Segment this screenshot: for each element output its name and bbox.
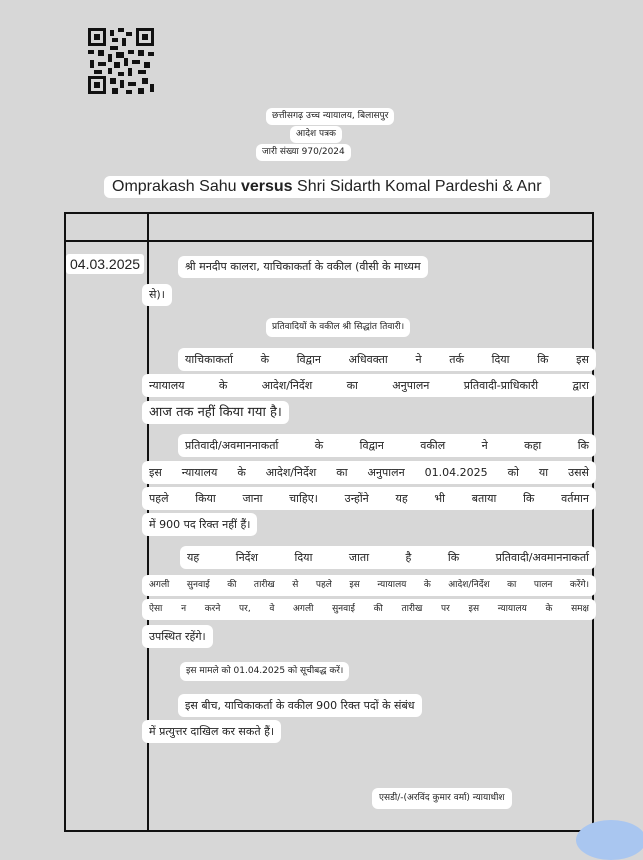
order-line-12-text: अगली सुनवाई की तारीख से पहले इस न्यायालय के आदेश/निर्देश का पालन करेंगे। [149,580,589,590]
versus-label: versus [240,178,293,195]
order-line-9 [142,487,596,510]
order-line-1: श्री मनदीप कालरा, याचिकाकर्ता के वकील (वीसी के माध्यम [178,256,428,278]
order-line-13-text: ऐसा न करने पर, वे अगली सुनवाई की तारीख पर इस न्यायालय के समक्ष [149,604,589,614]
order-line-4-text: याचिकाकर्ता के विद्वान अधिवक्ता ने तर्क दिया कि इस [185,353,589,366]
order-line-3: प्रतिवादियों के वकील श्री सिद्धांत तिवारी। [266,318,410,337]
order-line-11-text: यह निर्देश दिया जाता है कि प्रतिवादी/अवमाननाकर्ता [187,551,589,564]
case-title [104,176,550,198]
qr-code-icon [88,28,154,94]
respondent-name: Shri Sidarth Komal Pardeshi & Anr [297,178,542,195]
judge-signature: एसडी/-(अरविंद कुमार वर्मा) न्यायाधीश [372,788,512,809]
table-header-divider [64,240,594,242]
order-line-17: में प्रत्युत्तर दाखिल कर सकते हैं। [142,720,281,743]
order-line-13 [142,599,596,620]
order-line-6: आज तक नहीं किया गया है। [142,401,289,424]
order-line-4 [178,348,596,371]
issue-number: जारी संख्या 970/2024 [256,144,351,161]
order-line-5 [142,374,596,397]
order-date: 04.03.2025 [66,254,144,274]
order-line-10: में 900 पद रिक्त नहीं हैं। [142,513,257,536]
order-line-8-text: इस न्यायालय के आदेश/निर्देश का अनुपालन 01.04.2025 को या उससे [149,466,589,479]
document-type: आदेश पत्रक [290,126,342,143]
order-line-2: से)। [142,284,172,306]
court-name: छत्तीसगढ़ उच्च न्यायालय, बिलासपुर [266,108,394,125]
order-line-16: इस बीच, याचिकाकर्ता के वकील 900 रिक्त पदों के संबंध [178,694,422,717]
order-line-14: उपस्थित रहेंगे। [142,625,213,648]
order-line-15: इस मामले को 01.04.2025 को सूचीबद्ध करें। [180,662,349,681]
floating-action-blob [576,820,643,860]
order-line-8 [142,461,596,484]
order-line-12 [142,575,596,596]
order-line-11 [180,546,596,569]
order-line-7 [178,434,596,457]
petitioner-name: Omprakash Sahu [112,178,237,195]
order-line-7-text: प्रतिवादी/अवमाननाकर्ता के विद्वान वकील ने कहा कि [185,439,589,452]
order-line-9-text: पहले किया जाना चाहिए। उन्होंने यह भी बताया कि वर्तमान [149,492,589,505]
order-line-5-text: न्यायालय के आदेश/निर्देश का अनुपालन प्रतिवादी-प्राधिकारी द्वारा [149,379,589,392]
